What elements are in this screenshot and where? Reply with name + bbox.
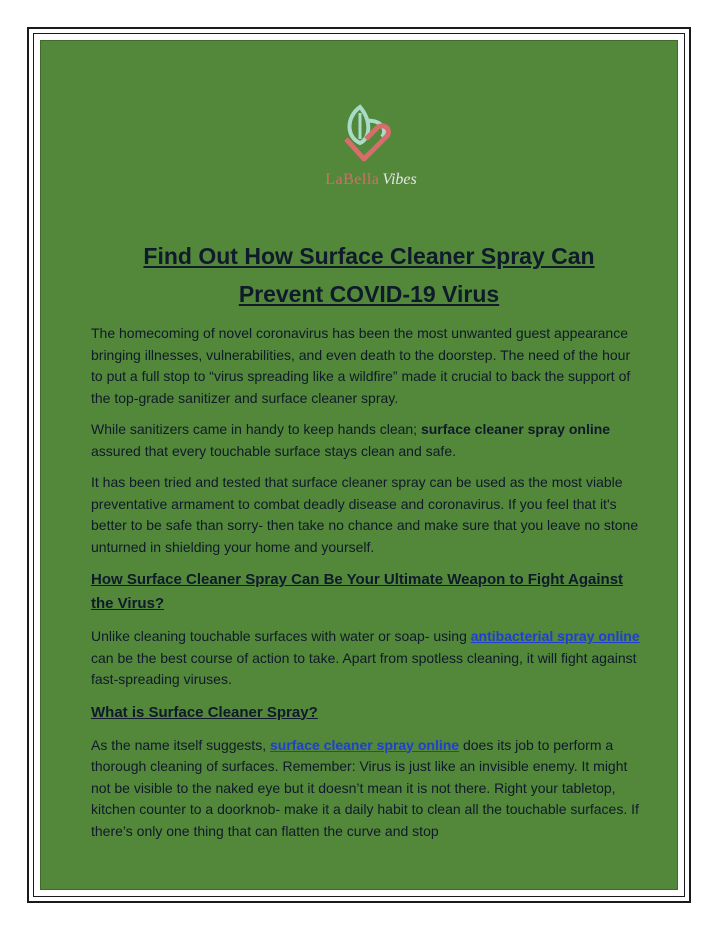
leaf-heart-logo-icon <box>336 99 406 169</box>
text-segment: does its job to perform a thorough cleaning of surfaces. Remember: Virus is just like an invisible enemy. It might not be visible to the naked eye but it doesn’t mean it is not there. Right your tabletop, kitchen counter to a doorknob- make it a daily habit to clean all the touchable surfaces. If there’s only one thing that can flatten the curve and stop <box>91 736 639 839</box>
page-title: Find Out How Surface Cleaner Spray Can Prevent COVID-19 Virus <box>143 243 595 307</box>
brand-logo <box>311 99 431 209</box>
brand-name-part1: LaBella <box>325 171 380 188</box>
bold-keyword: surface cleaner spray online <box>420 421 611 437</box>
antibacterial-paragraph <box>91 626 643 691</box>
surface-cleaner-spray-link[interactable]: surface cleaner spray online <box>269 736 460 753</box>
antibacterial-spray-link[interactable]: antibacterial spray online <box>470 628 640 644</box>
tested-paragraph: It has been tried and tested that surface cleaner spray can be used as the most viable preventative armament to combat deadly disease and coronavirus. If you feel that it's better to be safe than sorry- then take no chance and make sure that you leave no stone unturned in shielding your home and yourself. <box>91 474 639 555</box>
text-segment: can be the best course of action to take. Apart from spotless cleaning, it will fight against fast-spreading viruses. <box>91 649 637 687</box>
article-body <box>91 323 643 852</box>
intro-paragraph: The homecoming of novel coronavirus has been the most unwanted guest appearance bringing illnesses, vulnerabilities, and even death to the doorstep. The need of the hour to put a full stop to “virus spreading like a wildfire” made it crucial to back the support of the top-grade sanitizer and surface cleaner spray. <box>91 325 631 406</box>
brand-name <box>311 171 431 189</box>
text-segment: While sanitizers came in handy to keep hands clean; <box>91 421 421 437</box>
brand-name-part2: Vibes <box>382 171 417 188</box>
text-segment: Unlike cleaning touchable surfaces with water or soap- using <box>91 628 471 644</box>
page-frame <box>27 27 691 903</box>
text-segment: assured that every touchable surface stays clean and safe. <box>91 442 456 459</box>
section-heading-weapon: How Surface Cleaner Spray Can Be Your Ultimate Weapon to Fight Against the Virus? <box>91 571 624 612</box>
section-heading-what-is: What is Surface Cleaner Spray? <box>91 703 318 721</box>
inner-frame <box>33 33 685 897</box>
sanitizer-paragraph <box>91 419 643 462</box>
document-page <box>40 40 678 890</box>
definition-paragraph <box>91 735 643 843</box>
text-segment: As the name itself suggests, <box>91 736 270 753</box>
